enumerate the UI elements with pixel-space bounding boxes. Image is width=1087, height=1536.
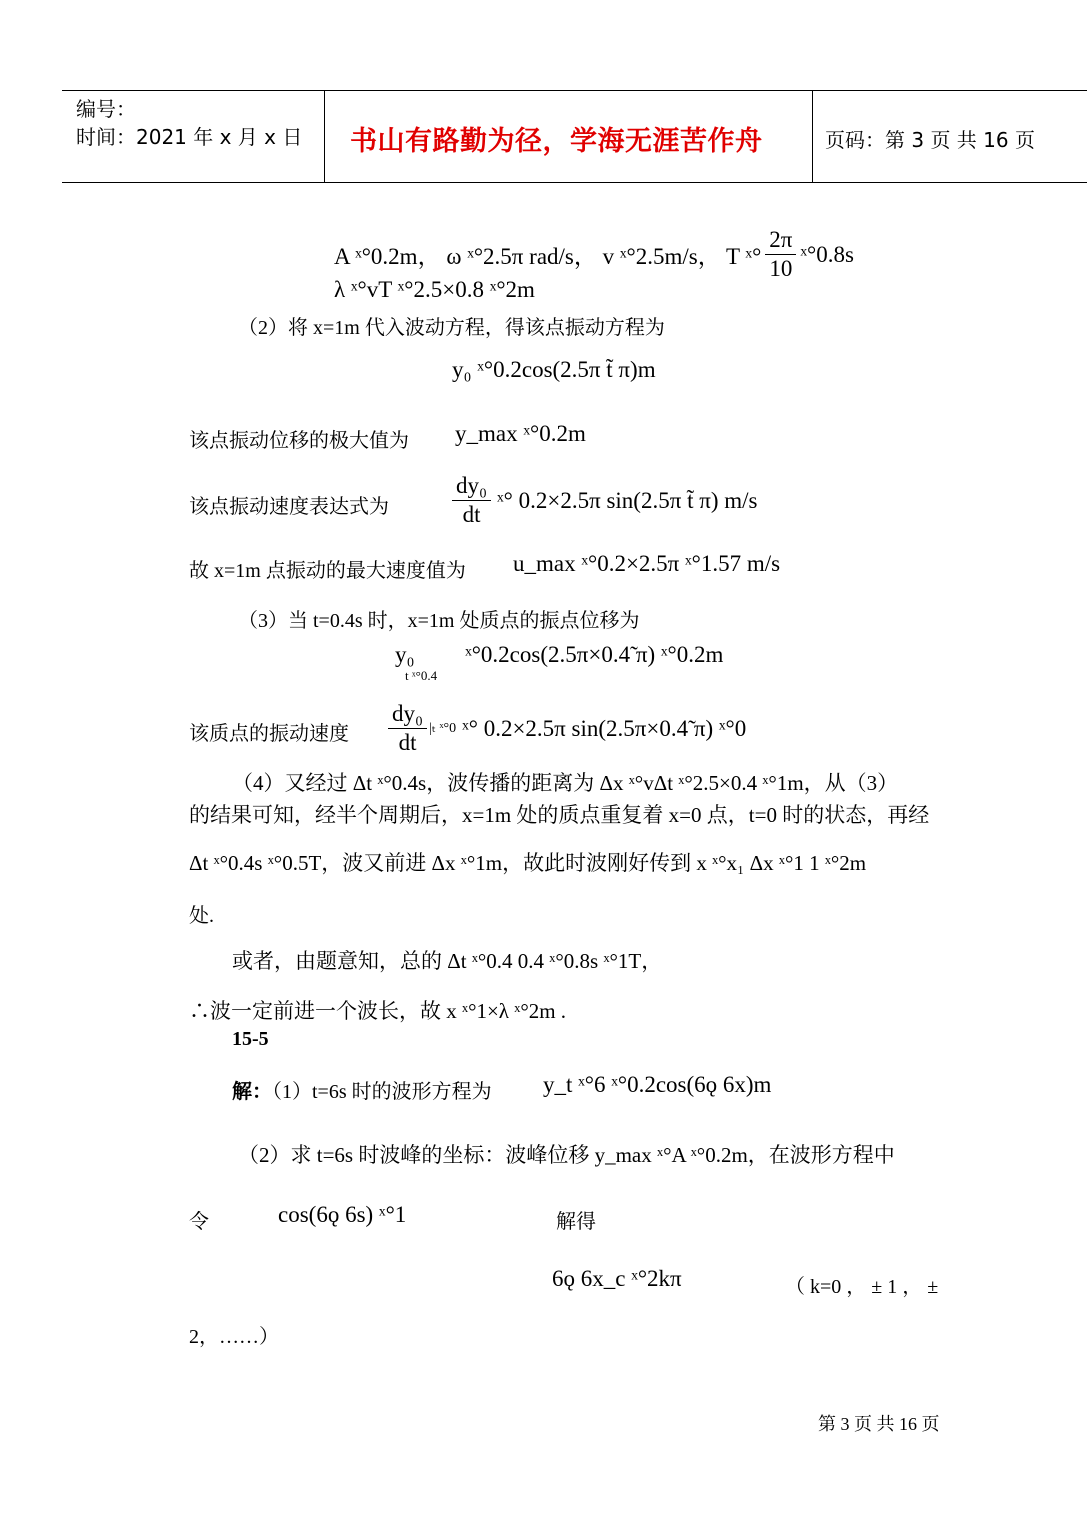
part4-line1: （4）又经过 Δt ˣ°0.4s，波传播的距离为 Δx ˣ°vΔt ˣ°2.5×0.4 ˣ°1m，从（3） <box>232 771 899 795</box>
part4-line3: Δt ˣ°0.4s ˣ°0.5T，波又前进 Δx ˣ°1m，故此时波刚好传到 x ˣ°x₁ Δx ˣ°1 1 ˣ°2m <box>189 851 867 875</box>
velocity-t04-eval-bar: |ₜ ˣ°0 <box>429 721 457 736</box>
document-number-label: 编号： <box>76 97 136 121</box>
header-top-rule <box>62 90 1087 91</box>
section-number: 15-5 <box>232 1028 269 1050</box>
velocity-fraction-numerator: dy₀ <box>452 472 491 501</box>
header-motto: 书山有路勤为径，学海无涯苦作舟 <box>350 126 763 157</box>
part4-line2: 的结果可知，经半个周期后，x=1m 处的质点重复着 x=0 点，t=0 时的状态，再经 <box>189 803 930 827</box>
header-divider-left <box>324 90 325 182</box>
footer-page-number: 第 3 页 共 16 页 <box>818 1414 940 1434</box>
eq-crest-position: 6ǫ 6x_c ˣ°2kπ <box>552 1266 682 1291</box>
solve-word: 解得 <box>556 1211 596 1233</box>
velocity-t04-fraction <box>388 700 427 757</box>
eq-velocity-t04 <box>388 700 746 757</box>
eq-wavelength: λ ˣ°vT ˣ°2.5×0.8 ˣ°2m <box>334 277 535 302</box>
k-values-cont: 2，……） <box>189 1326 279 1348</box>
eq3-lhs: y₀ <box>395 642 415 667</box>
part3-intro: （3）当 t=0.4s 时，x=1m 处质点的振点位移为 <box>238 610 640 632</box>
solution-line2: （2）求 t=6s 时波峰的坐标：波峰位移 y_max ˣ°A ˣ°0.2m，在波形方程中 <box>238 1143 895 1167</box>
period-fraction-denominator: 10 <box>769 256 793 281</box>
velocity-t04-label: 该质点的振动速度 <box>189 723 349 745</box>
velocity-expression: ˣ° 0.2×2.5π sin(2.5π t̃ π) m/s <box>497 487 758 513</box>
header-bottom-rule <box>62 182 1087 183</box>
eq-ymax: y_max ˣ°0.2m <box>455 421 586 446</box>
eq3-lhs-group <box>395 642 437 684</box>
eq-cos-condition: cos(6ǫ 6s) ˣ°1 <box>278 1202 407 1227</box>
umax-label: 故 x=1m 点振动的最大速度值为 <box>189 560 466 582</box>
eq-vibration: y₀ ˣ°0.2cos(2.5π t̃ π)m <box>452 357 656 382</box>
header-page-label: 页码：第 3 页 共 16 页 <box>825 128 1035 152</box>
header-divider-right <box>812 90 813 182</box>
eq-parameters <box>334 226 854 283</box>
eq-parameters-end: ˣ°0.8s <box>800 241 854 267</box>
part2-intro: （2）将 x=1m 代入波动方程，得该点振动方程为 <box>238 317 665 339</box>
eq-waveform-t6: y_t ˣ°6 ˣ°0.2cos(6ǫ 6x)m <box>543 1072 772 1097</box>
velocity-t04-expression: ˣ° 0.2×2.5π sin(2.5π×0.4̃ π) ˣ°0 <box>462 715 747 741</box>
eq-parameters-text: A ˣ°0.2m， ω ˣ°2.5π rad/s， v ˣ°2.5m/s， T ˣ° <box>334 244 762 269</box>
solution-line1 <box>232 1075 492 1104</box>
velocity-t04-denominator: dt <box>398 730 417 755</box>
ymax-label: 该点振动位移的极大值为 <box>189 430 409 452</box>
velocity-label: 该点振动速度表达式为 <box>189 496 389 518</box>
part4-line4: 处. <box>189 905 214 927</box>
velocity-fraction <box>452 472 491 529</box>
solution-part1-text: （1）t=6s 时的波形方程为 <box>272 1081 492 1103</box>
document-date: 时间：2021 年 x 月 x 日 <box>76 125 303 149</box>
period-fraction <box>765 226 796 283</box>
period-fraction-numerator: 2π <box>765 226 796 255</box>
let-word: 令 <box>189 1211 209 1233</box>
eq3-rhs: ˣ°0.2cos(2.5π×0.4̃ π) ˣ°0.2m <box>465 642 724 667</box>
eq-displacement-t04 <box>395 642 723 684</box>
velocity-t04-numerator: dy₀ <box>388 700 427 729</box>
eq-umax: u_max ˣ°0.2×2.5π ˣ°1.57 m/s <box>513 551 781 576</box>
solution-label: 解： <box>232 1081 272 1103</box>
eq-velocity <box>452 472 757 529</box>
k-values: （ k=0 ， ± 1 ， ± <box>785 1276 939 1298</box>
eq3-subscript: t ˣ°0.4 <box>405 668 438 683</box>
alternative-line1: 或者，由题意知，总的 Δt ˣ°0.4 0.4 ˣ°0.8s ˣ°1T， <box>232 949 663 973</box>
alternative-line2: ∴波一定前进一个波长，故 x ˣ°1×λ ˣ°2m . <box>189 999 567 1023</box>
velocity-fraction-denominator: dt <box>462 502 481 527</box>
